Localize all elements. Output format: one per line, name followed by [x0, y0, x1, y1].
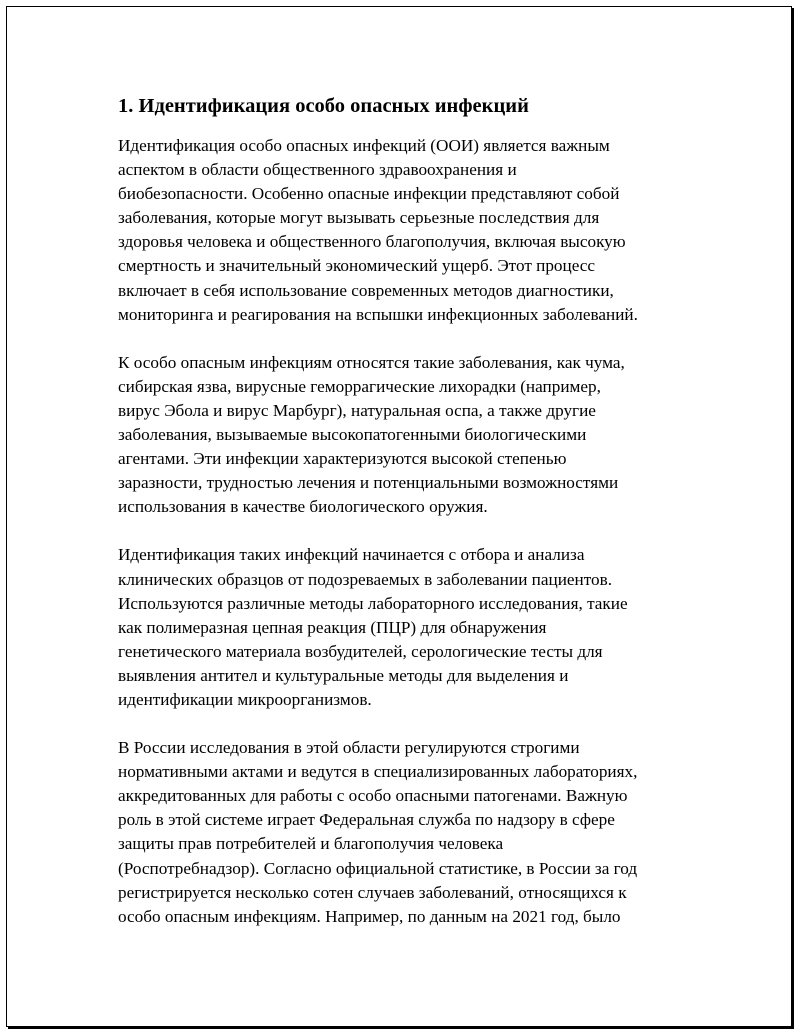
paragraph-line: использования в качестве биологического оружия. [118, 497, 488, 517]
paragraph-line: Используются различные методы лабораторного исследования, такие [118, 593, 628, 613]
paragraph-line: (Роспотребнадзор). Согласно официальной статистике, в России за год [118, 858, 638, 878]
paragraph-line: биобезопасности. Особенно опасные инфекции представляют собой [118, 184, 620, 204]
paragraph-line: смертность и значительный экономический ущерб. Этот процесс [118, 256, 596, 276]
paragraph-line: особо опасным инфекциям. Например, по данным на 2021 год, было [118, 906, 621, 926]
section-heading: 1. Идентификация особо опасных инфекций [118, 95, 529, 117]
paragraph-line: В России исследования в этой области регулируются строгими [118, 738, 580, 758]
paragraph-line: идентификации микроорганизмов. [118, 689, 372, 709]
paragraph-4 [118, 736, 678, 929]
paragraph-1 [118, 134, 678, 327]
paragraph-line: аккредитованных для работы с особо опасными патогенами. Важную [118, 786, 628, 806]
paragraph-line: Идентификация особо опасных инфекций (ООИ) является важным [118, 136, 610, 155]
paragraph-line: защиты прав потребителей и благополучия человека [118, 834, 504, 854]
paragraph-line: клинических образцов от подозреваемых в заболевании пациентов. [118, 569, 613, 589]
paragraph-line: К особо опасным инфекциям относятся такие заболевания, как чума, [118, 352, 625, 372]
paragraph-line: роль в этой системе играет Федеральная служба по надзору в сфере [118, 810, 615, 830]
paragraph-line: вирус Эбола и вирус Марбург), натуральная оспа, а также другие [118, 400, 596, 420]
paragraph-line: генетического материала возбудителей, серологические тесты для [118, 641, 603, 661]
paragraph-line: здоровья человека и общественного благополучия, включая высокую [118, 232, 626, 252]
paragraph-line: заболевания, вызываемые высокопатогенными биологическими [118, 425, 587, 445]
paragraph-line: мониторинга и реагирования на вспышки инфекционных заболеваний. [118, 304, 638, 324]
paragraph-3 [118, 543, 678, 712]
paragraph-line: нормативными актами и ведутся в специализированных лабораториях, [118, 762, 638, 782]
paragraph-line: регистрируется несколько сотен случаев заболеваний, относящихся к [118, 882, 627, 902]
paragraph-line: агентами. Эти инфекции характеризуются высокой степенью [118, 449, 567, 469]
paragraph-line: как полимеразная цепная реакция (ПЦР) для обнаружения [118, 617, 547, 637]
paragraph-line: выявления антител и культуральные методы для выделения и [118, 665, 569, 685]
paragraph-line: аспектом в области общественного здравоохранения и [118, 160, 517, 180]
paragraph-line: заболевания, которые могут вызывать серьезные последствия для [118, 208, 600, 228]
paragraph-line: включает в себя использование современных методов диагностики, [118, 280, 614, 300]
paragraph-line: Идентификация таких инфекций начинается с отбора и анализа [118, 545, 585, 565]
document-body [118, 92, 678, 953]
paragraph-2 [118, 351, 678, 520]
paragraph-line: сибирская язва, вирусные геморрагические лихорадки (например, [118, 376, 601, 396]
paragraph-line: заразности, трудностью лечения и потенциальными возможностями [118, 473, 619, 493]
